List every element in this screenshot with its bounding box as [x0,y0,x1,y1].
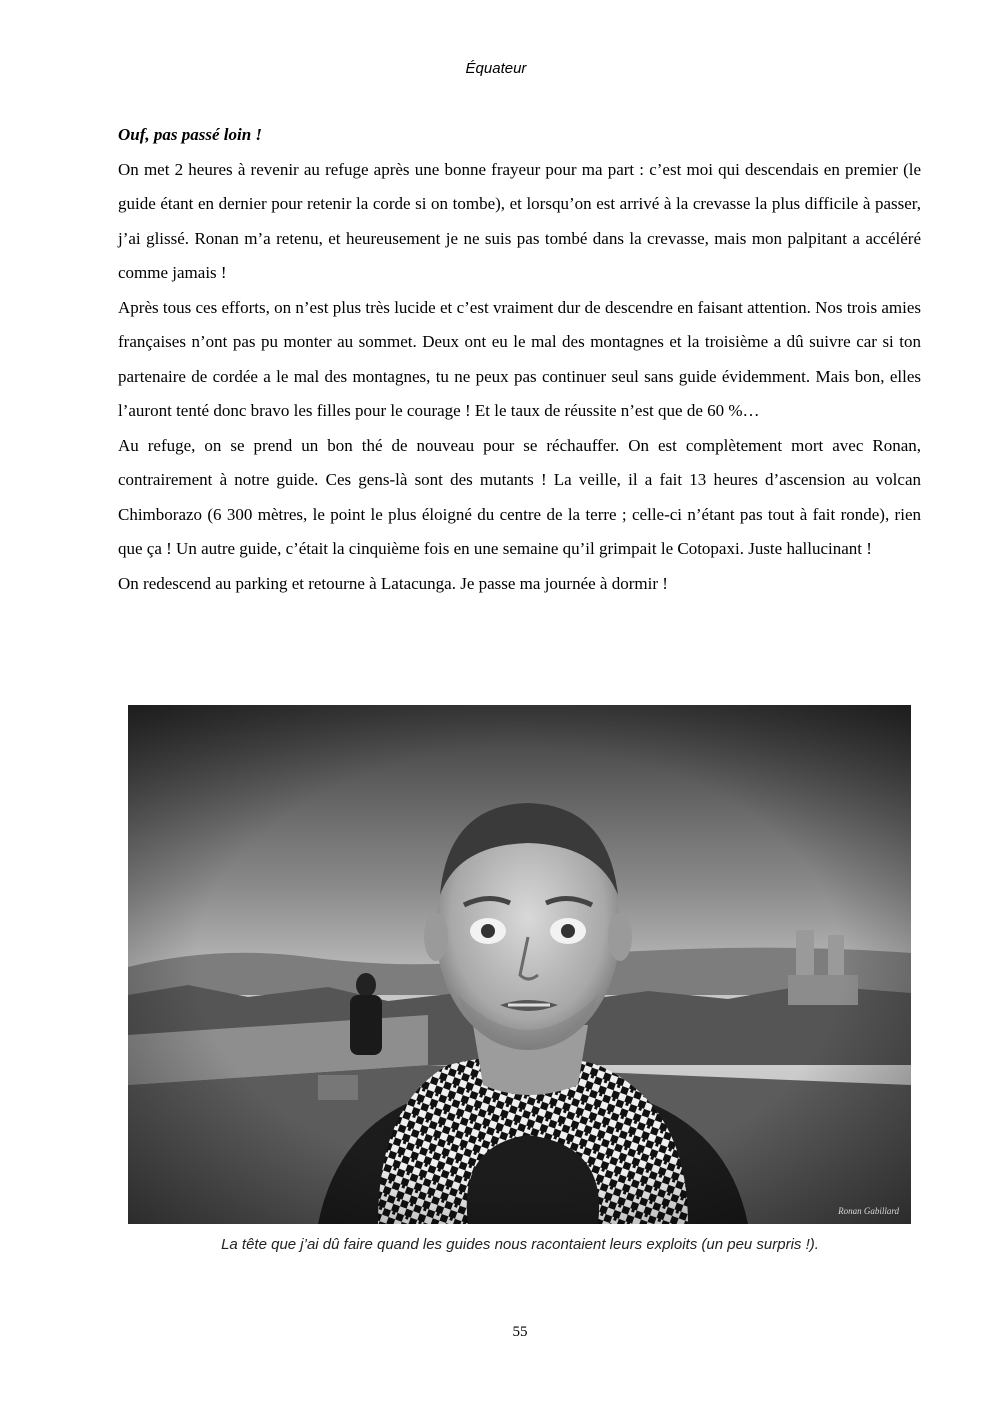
section-title: Ouf, pas passé loin ! [118,125,263,144]
vignette [128,705,911,1224]
photo-illustration [128,705,911,1224]
article-body [118,118,921,601]
paragraph: Au refuge, on se prend un bon thé de nouveau pour se réchauffer. On est complètement mort avec Ronan, contrairement à notre guide. Ces gens-là sont des mutants ! La veille, il a fait 13 heures d’ascension au volcan Chimborazo (6 300 mètres, le point le plus éloigné du centre de la terre ; celle-ci n’étant pas tout à fait ronde), rien que ça ! Un autre guide, c’était la cinquième fois en une semaine qu’il grimpait le Cotopaxi. Juste hallucinant ! [118,435,921,558]
paragraph: Après tous ces efforts, on n’est plus très lucide et c’est vraiment dur de descendre en faisant attention. Nos trois amies françaises n’ont pas pu monter au sommet. Deux ont eu le mal des montagnes et la troisième a dû suivre car si ton partenaire de cordée a le mal des montagnes, tu ne peux pas continuer seul sans guide évidemment. Mais bon, elles l’auront tenté donc bravo les filles pour le courage ! Et le taux de réussite n’est que de 60 %… [118,297,921,420]
figure-caption: La tête que j’ai dû faire quand les guides nous racontaient leurs exploits (un peu surpris !). [221,1236,819,1253]
page-number: 55 [512,1324,528,1340]
portrait-photo [128,705,911,1224]
running-header: Équateur [465,60,527,77]
photographer-signature: Ronan Gabillard [838,1206,899,1216]
paragraph: On met 2 heures à revenir au refuge après une bonne frayeur pour ma part : c’est moi qui descendais en premier (le guide étant en dernier pour retenir la corde si on tombe), et lorsqu’on est arrivé à la crevasse la plus difficile à passer, j’ai glissé. Ronan m’a retenu, et heureusement je ne suis pas tombé dans la crevasse, mais mon palpitant a accéléré comme jamais ! [118,159,921,282]
paragraph: On redescend au parking et retourne à Latacunga. Je passe ma journée à dormir ! [118,573,668,593]
